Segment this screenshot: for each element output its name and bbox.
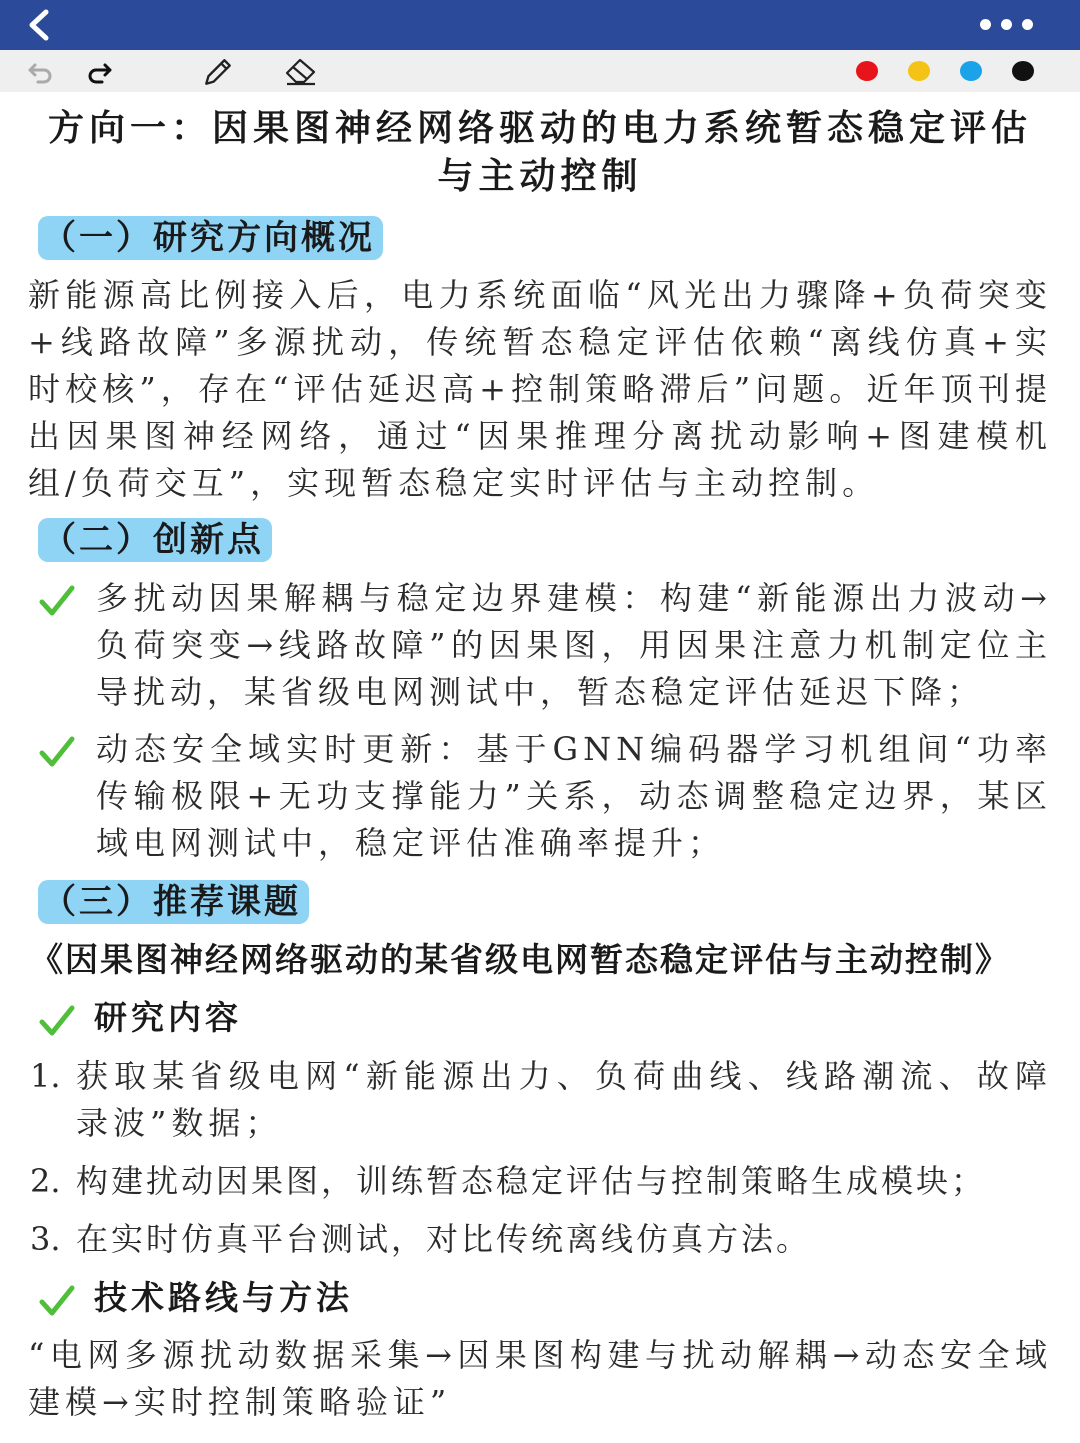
research-item: 在实时仿真平台测试，对比传统离线仿真方法。 xyxy=(76,1220,812,1258)
top-bar xyxy=(0,0,1080,50)
page-title-line-2: 与主动控制 xyxy=(437,155,643,197)
research-item: 构建扰动因果图，训练暂态稳定评估与控制策略生成模块； xyxy=(76,1162,987,1200)
color-swatch-yellow[interactable] xyxy=(908,61,930,81)
innovation-item: 多扰动因果解耦与稳定边界建模：构建“新能源出力波动→负荷突变→线路故障”的因果图，用因果注意力机制定位主导扰动，某省级电网测试中，暂态稳定评估延迟下降； xyxy=(96,579,1052,711)
section-heading-overview: （一）研究方向概况 xyxy=(38,216,383,260)
method-paragraph: “电网多源扰动数据采集→因果图构建与扰动解耦→动态安全域建模→实时控制策略验证” xyxy=(28,1336,1052,1421)
undo-icon[interactable] xyxy=(26,56,56,86)
research-item: 获取某省级电网“新能源出力、负荷曲线、线路潮流、故障录波”数据； xyxy=(76,1057,1052,1142)
list-number: 1. xyxy=(30,1057,61,1095)
checkmark-icon xyxy=(38,1002,76,1040)
method-heading: 技术路线与方法 xyxy=(94,1278,353,1317)
pencil-icon[interactable] xyxy=(202,56,232,86)
eraser-icon[interactable] xyxy=(284,56,314,86)
section-heading-innovation: （二）创新点 xyxy=(38,518,272,562)
list-number: 2. xyxy=(30,1162,61,1200)
checkmark-icon xyxy=(38,582,76,620)
more-options-icon[interactable] xyxy=(980,14,1040,34)
overview-paragraph: 新能源高比例接入后，电力系统面临“风光出力骤降+负荷突变+线路故障”多源扰动，传统暂态稳定评估依赖“离线仿真+实时校核”，存在“评估延迟高+控制策略滞后”问题。近年顶刊提出因果图神经网络，通过“因果推理分离扰动影响+图建模机组/负荷交互”，实现暂态稳定实时评估与主动控制。 xyxy=(28,276,1052,502)
back-arrow-icon[interactable] xyxy=(22,8,56,42)
checkmark-icon xyxy=(38,1282,76,1320)
color-swatch-red[interactable] xyxy=(856,61,878,81)
redo-icon[interactable] xyxy=(84,56,114,86)
list-number: 3. xyxy=(30,1220,61,1258)
section-heading-topic: （三）推荐课题 xyxy=(38,880,309,924)
innovation-item: 动态安全域实时更新：基于GNN编码器学习机组间“功率传输极限+无功支撑能力”关系，动态调整稳定边界，某区域电网测试中，稳定评估准确率提升； xyxy=(96,730,1052,862)
color-swatch-blue[interactable] xyxy=(960,61,982,81)
recommended-topic-title: 《因果图神经网络驱动的某省级电网暂态稳定评估与主动控制》 xyxy=(30,940,1010,979)
color-swatch-black[interactable] xyxy=(1012,61,1034,81)
research-content-heading: 研究内容 xyxy=(94,998,242,1037)
page-title-line-1: 方向一：因果图神经网络驱动的电力系统暂态稳定评估 xyxy=(47,107,1032,149)
checkmark-icon xyxy=(38,733,76,771)
